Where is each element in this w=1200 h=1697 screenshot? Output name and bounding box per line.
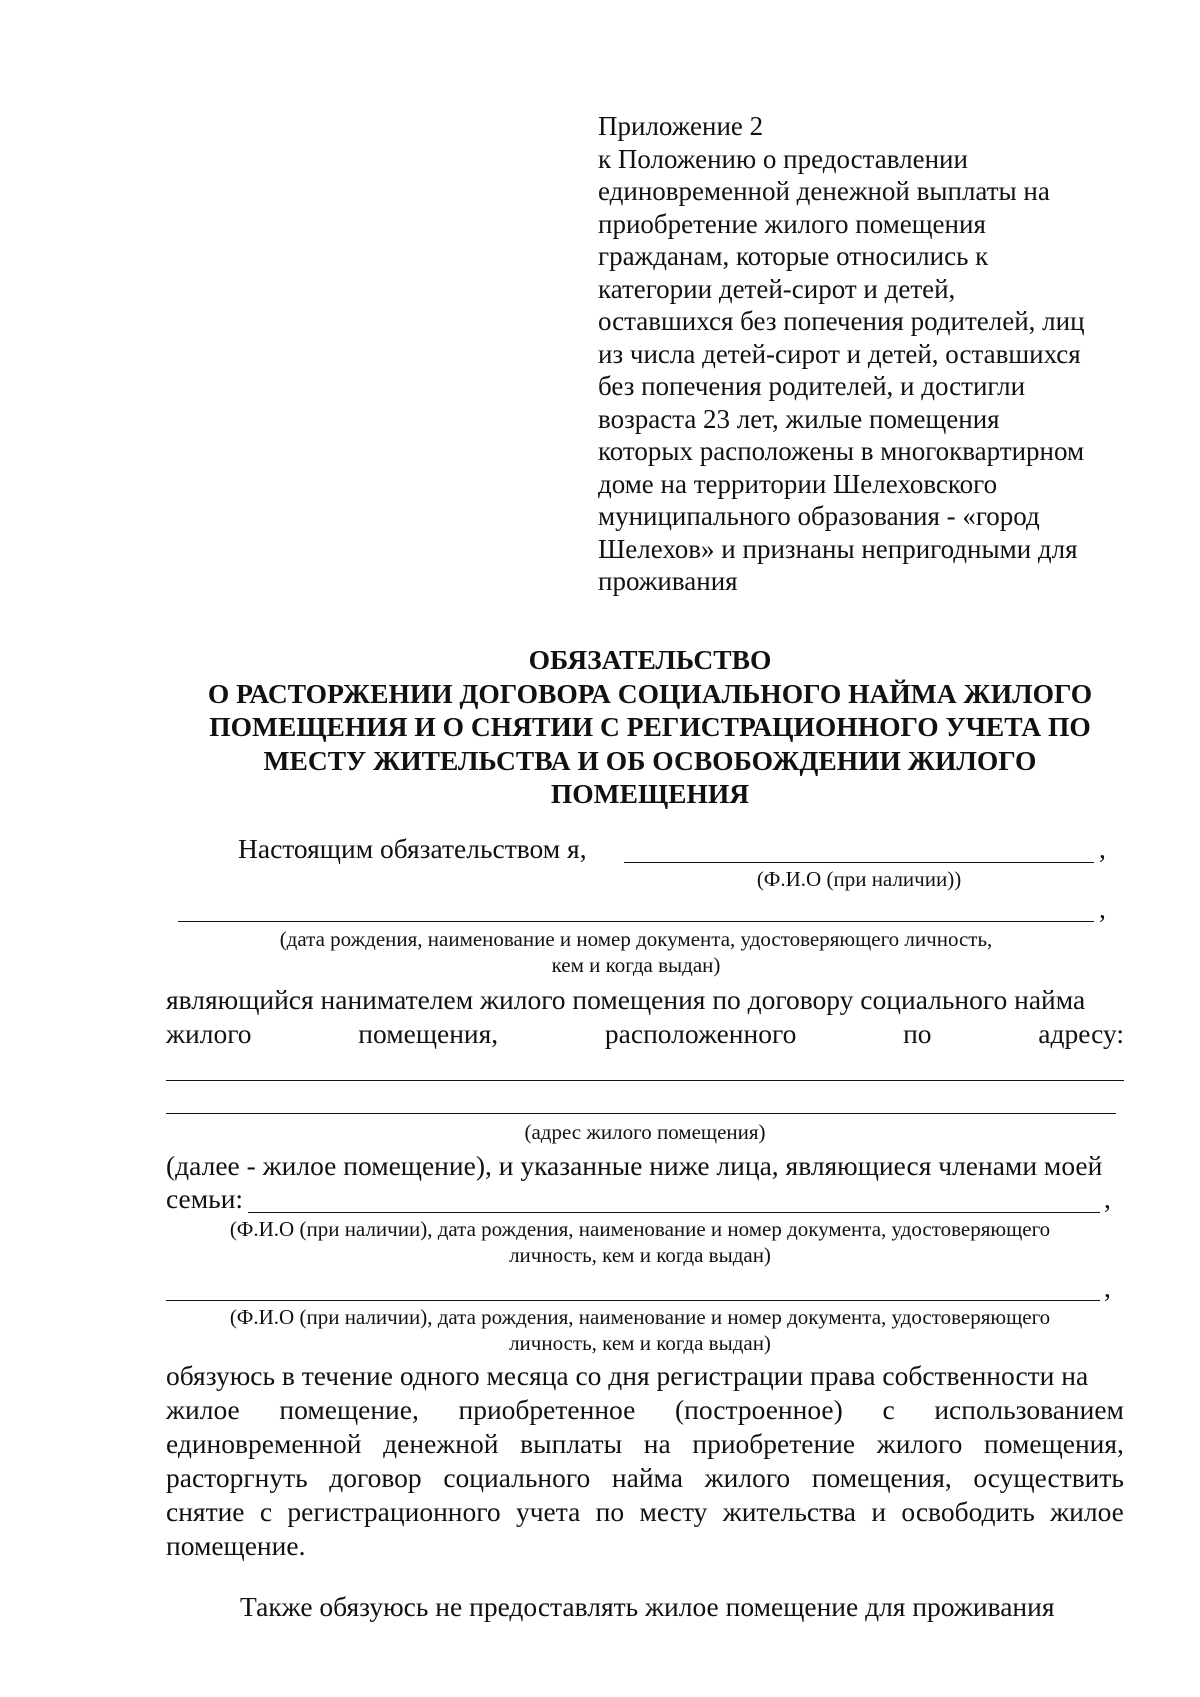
tenant-word: по [903, 1018, 932, 1049]
also-obligation-text: Также обязуюсь не предоставлять жилое помещение для проживания [240, 1591, 1055, 1622]
word: учета [515, 1496, 581, 1527]
word: приобретенное [458, 1394, 636, 1425]
comma: , [1104, 1183, 1111, 1214]
member-caption: личность, кем и когда выдан) [509, 1331, 771, 1355]
word: жилое [1050, 1496, 1124, 1527]
member-caption: (Ф.И.О (при наличии), дата рождения, наименование и номер документа, удостоверяющего [229, 1305, 1051, 1329]
fio-caption: (Ф.И.О (при наличии)) [756, 867, 962, 891]
word: помещение, [279, 1394, 419, 1425]
obligation-text [166, 1462, 1124, 1494]
word: (построенное) [675, 1394, 843, 1425]
word: помещения, [811, 1462, 952, 1493]
word: расторгнуть [166, 1462, 308, 1493]
family-member-blank-line [166, 1300, 1100, 1301]
family-text: семьи: [166, 1183, 244, 1214]
address-blank-line [166, 1113, 1116, 1114]
word: и [871, 1496, 887, 1527]
title-line: ПОМЕЩЕНИЯ И О СНЯТИИ С РЕГИСТРАЦИОННОГО УЧЕТА ПО [209, 711, 1091, 742]
comma: , [1104, 1272, 1111, 1303]
appendix-line: которых расположены в многоквартирном [598, 436, 1085, 466]
obligation-text: помещение. [166, 1530, 306, 1561]
word: снятие [166, 1496, 245, 1527]
appendix-line: Шелехов» и признаны непригодными для [598, 533, 1078, 564]
word: договор [329, 1462, 422, 1493]
tenant-word: адресу: [1038, 1018, 1124, 1049]
word: месту [639, 1496, 708, 1527]
birth-doc-blank-line [178, 921, 1094, 922]
word: осуществить [973, 1462, 1124, 1493]
member-caption: личность, кем и когда выдан) [509, 1243, 771, 1267]
appendix-line: проживания [598, 566, 738, 596]
comma: , [1099, 893, 1106, 924]
appendix-line: из числа детей-сирот и детей, оставшихся [598, 338, 1081, 369]
document-title [120, 643, 1180, 811]
title-line: ОБЯЗАТЕЛЬСТВО [528, 644, 772, 675]
word: приобретение [692, 1428, 856, 1459]
appendix-line: приобретение жилого помещения [598, 208, 986, 239]
member-caption: (Ф.И.О (при наличии), дата рождения, наименование и номер документа, удостоверяющего [229, 1217, 1051, 1241]
appendix-line: без попечения родителей, и достигли [598, 371, 1026, 401]
word: помещения, [984, 1428, 1124, 1459]
word: с [259, 1496, 273, 1527]
word: жилого [704, 1462, 791, 1493]
word: жилое [166, 1394, 240, 1425]
word: социального [443, 1462, 591, 1493]
family-member-blank-line [248, 1212, 1100, 1213]
word: единовременной [166, 1428, 362, 1459]
comma: , [1099, 833, 1106, 864]
obligation-text [166, 1428, 1124, 1460]
appendix-line: к Положению о предоставлении [598, 143, 968, 174]
appendix-line: гражданам, которые относились к [598, 241, 989, 271]
appendix-line: доме на территории Шелеховского [598, 468, 998, 499]
tenant-word: расположенного [604, 1018, 797, 1049]
title-line: О РАСТОРЖЕНИИ ДОГОВОРА СОЦИАЛЬНОГО НАЙМА ЖИЛОГО [207, 677, 1093, 709]
appendix-line: возраста 23 лет, жилые помещения [598, 403, 1000, 434]
appendix-line: муниципального образования - «город [598, 501, 1040, 531]
appendix-line: Приложение 2 [598, 111, 764, 141]
intro-text: Настоящим обязательством я, [238, 833, 587, 864]
family-text: (далее - жилое помещение), и указанные ниже лица, являющиеся членами моей [166, 1150, 1103, 1181]
fio-blank-line [624, 862, 1094, 863]
tenant-address-line [166, 1018, 1124, 1050]
word: жительства [722, 1496, 856, 1527]
birth-doc-caption: кем и когда выдан) [551, 953, 721, 977]
word: на [643, 1428, 671, 1459]
word: освободить [901, 1496, 1035, 1527]
tenant-word: жилого [166, 1018, 252, 1049]
word: по [595, 1496, 625, 1527]
word: использованием [934, 1394, 1124, 1425]
birth-doc-caption: (дата рождения, наименование и номер документа, удостоверяющего личность, [279, 927, 993, 951]
appendix-line: единовременной денежной выплаты на [598, 176, 1050, 206]
word: регистрационного [287, 1496, 501, 1527]
obligation-text [166, 1496, 1124, 1528]
appendix-block [598, 110, 1118, 598]
tenant-text: являющийся нанимателем жилого помещения по договору социального найма [166, 984, 1086, 1015]
word: с [882, 1394, 895, 1425]
word: найма [611, 1462, 683, 1493]
appendix-line: оставшихся без попечения родителей, лиц [598, 306, 1085, 336]
address-blank-line [166, 1080, 1124, 1081]
word: жилого [876, 1428, 963, 1459]
word: денежной [383, 1428, 499, 1459]
tenant-word: помещения, [358, 1018, 499, 1049]
title-line: МЕСТУ ЖИТЕЛЬСТВА И ОБ ОСВОБОЖДЕНИИ ЖИЛОГО [263, 744, 1037, 776]
obligation-text [166, 1394, 1124, 1426]
title-line: ПОМЕЩЕНИЯ [550, 778, 750, 809]
appendix-line: категории детей-сирот и детей, [598, 273, 956, 304]
obligation-text: обязуюсь в течение одного месяца со дня регистрации права собственности на [166, 1360, 1089, 1391]
address-caption: (адрес жилого помещения) [524, 1120, 766, 1144]
word: выплаты [520, 1428, 623, 1459]
